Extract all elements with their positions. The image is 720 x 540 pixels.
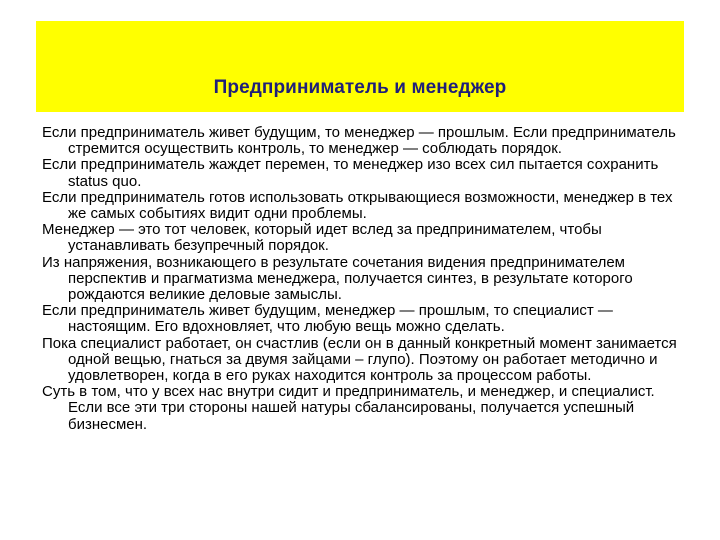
- paragraph: Менеджер — это тот человек, который идет вслед за предпринимателем, чтобы устанавливать безупречный порядок.: [42, 221, 602, 255]
- paragraph: Если предприниматель жаждет перемен, то менеджер изо всех сил пытается сохранить status quo.: [42, 156, 659, 190]
- slide-title: Предприниматель и менеджер: [213, 77, 507, 98]
- paragraph: Если предприниматель живет будущим, то менеджер — прошлым. Если предприниматель стремится осуществить контроль, то менеджер — соблюдать порядок.: [42, 124, 676, 158]
- paragraph: Суть в том, что у всех нас внутри сидит и предприниматель, и менеджер, и специалист. Если все эти три стороны нашей натуры сбалансированы, получается успешный бизнесмен.: [42, 383, 655, 433]
- paragraph: Если предприниматель готов использовать открывающиеся возможности, менеджер в тех же самых событиях видит одни проблемы.: [42, 188, 673, 223]
- paragraph: Из напряжения, возникающего в результате сочетания видения предпринимателем перспектив и прагматизма менеджера, получается синтез, в результате которого рождаются великие деловые замыслы.: [42, 253, 633, 304]
- title-band: [36, 21, 684, 112]
- paragraph: Пока специалист работает, он счастлив (если он в данный конкретный момент занимается одной вещью, гнаться за двумя зайцами – глупо). Поэтому он работает методично и удовлетворен, когда в его руках находится контроль за процессом работы.: [42, 334, 677, 385]
- slide-body: [42, 125, 692, 433]
- paragraph: Если предприниматель живет будущим, менеджер — прошлым, то специалист — настоящим. Его вдохновляет, что любую вещь можно сделать.: [42, 302, 613, 336]
